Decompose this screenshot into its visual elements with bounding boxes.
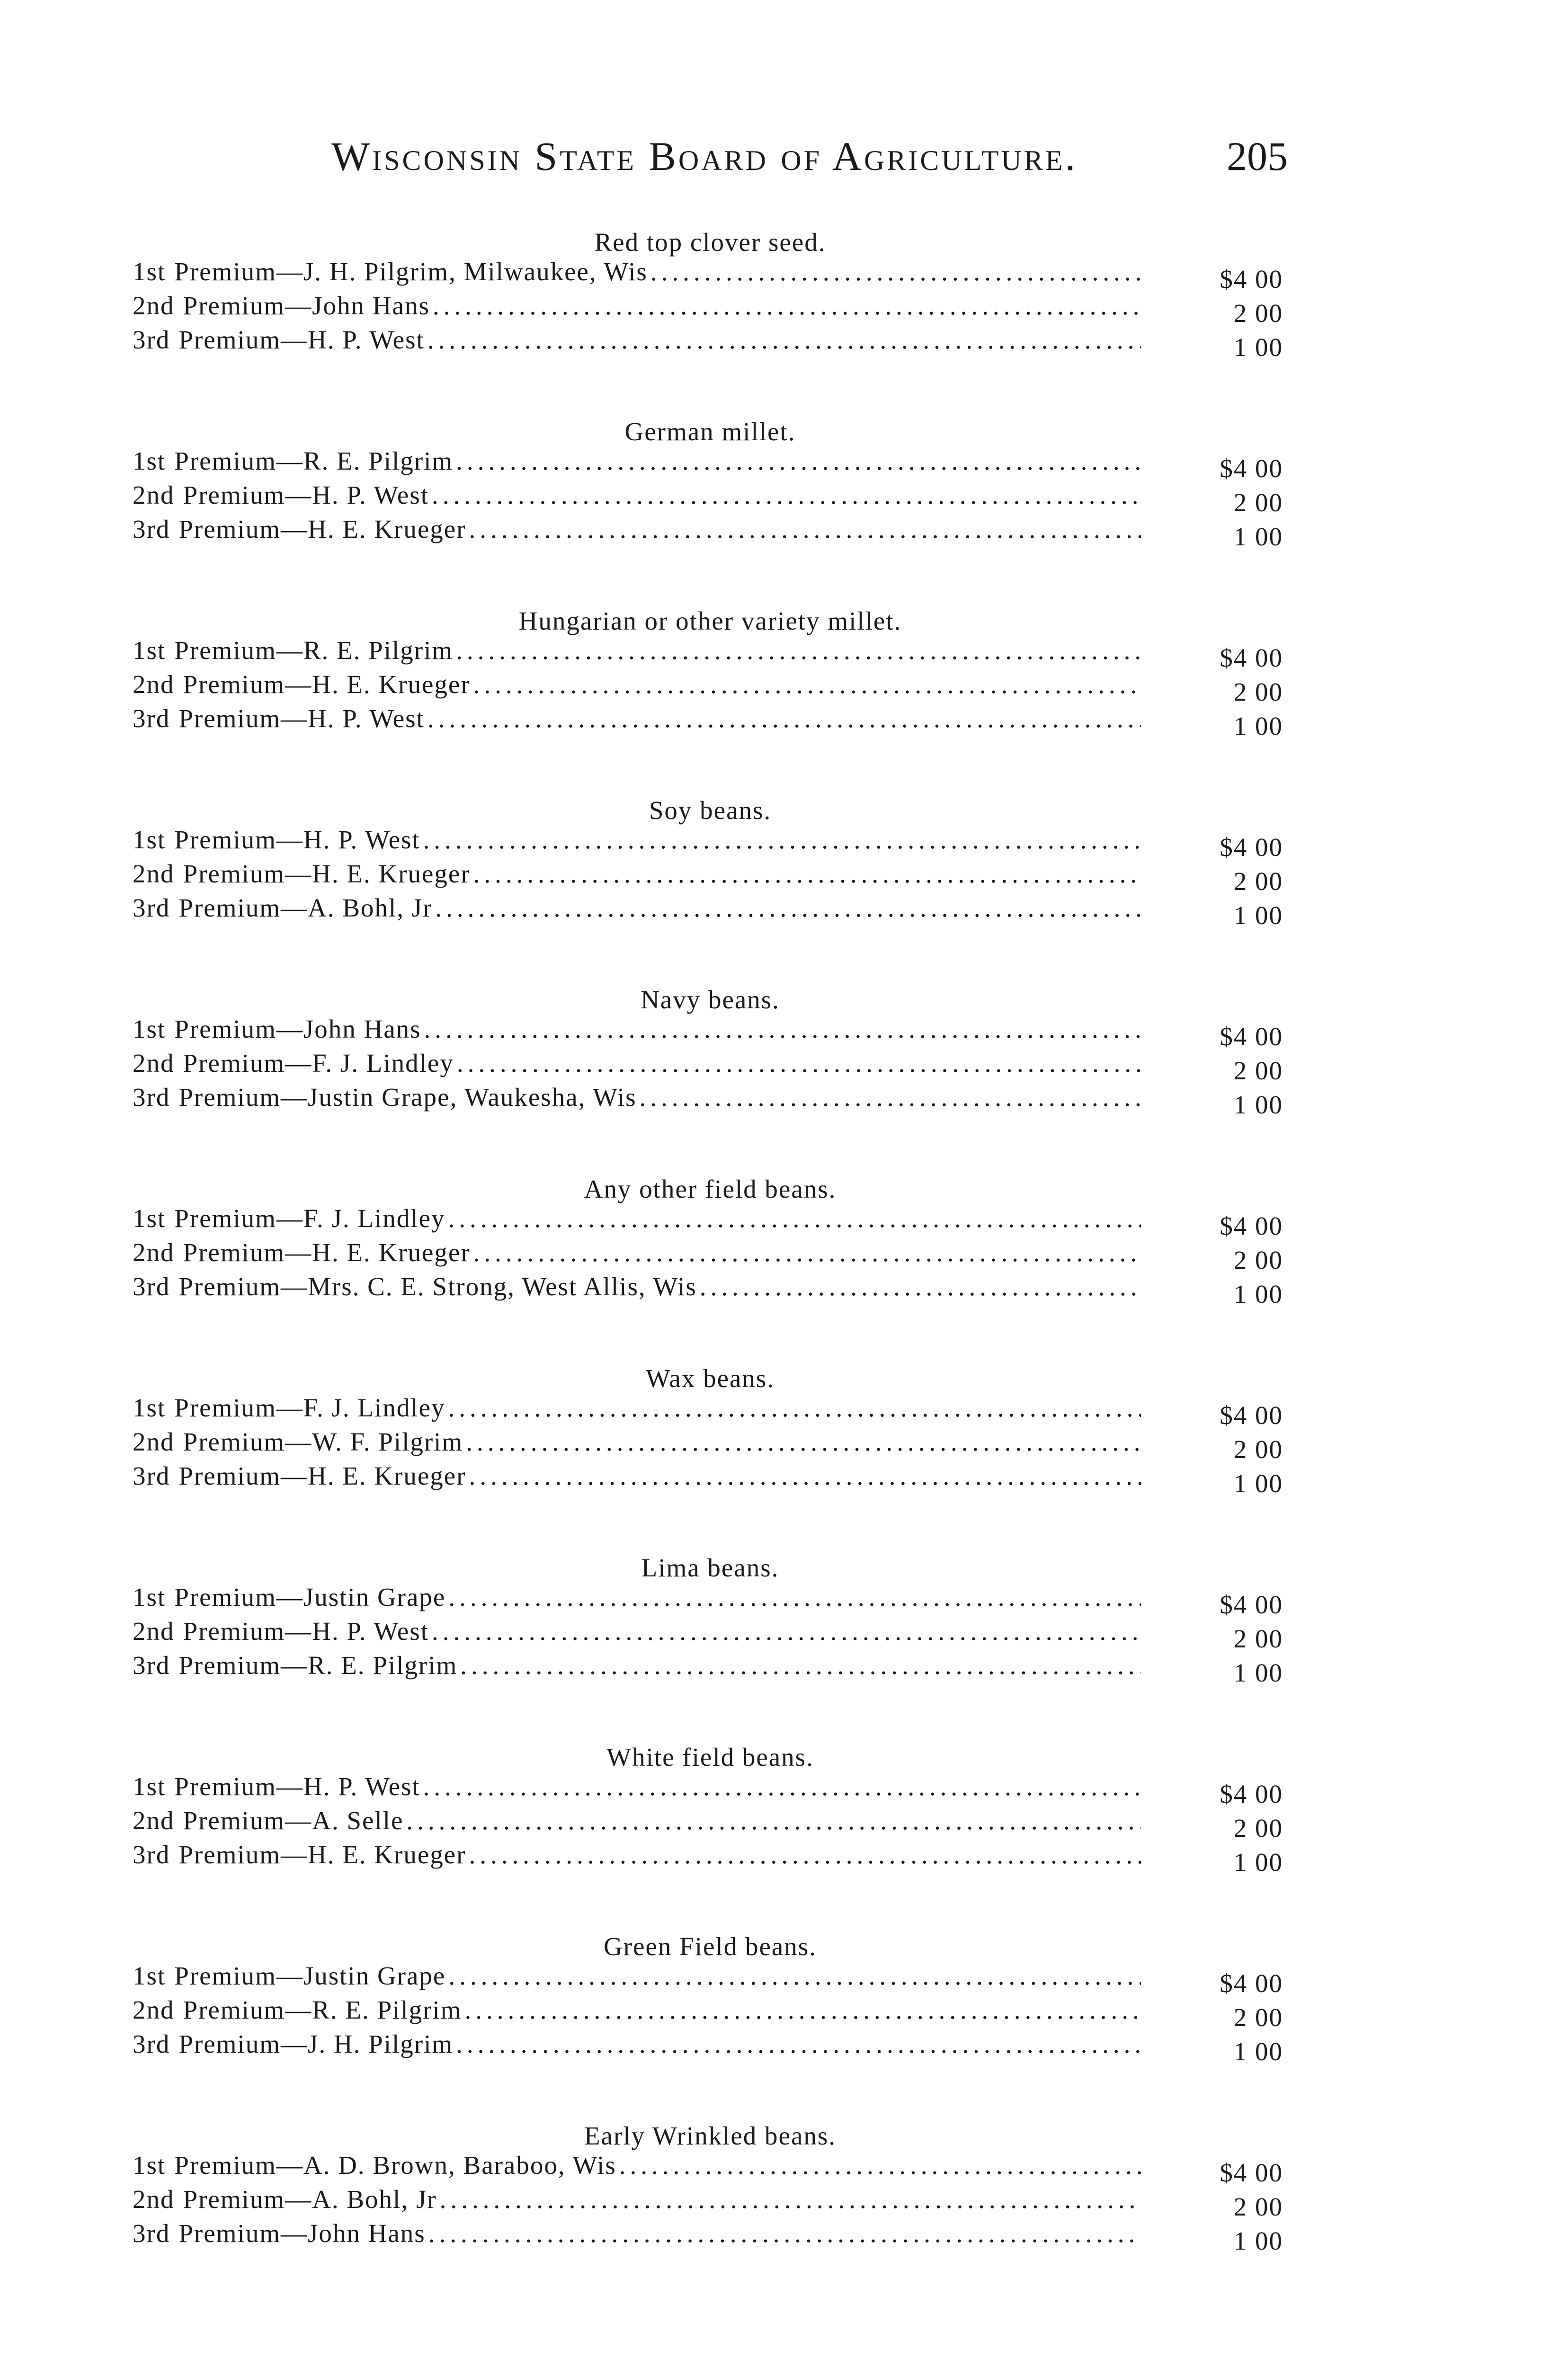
dot-leader: [464, 1995, 1141, 2025]
entry-awardee: Premium—F. J. Lindley: [183, 1049, 454, 1077]
prize-amount: $4 00: [1220, 2158, 1283, 2187]
dot-leader: [440, 2184, 1141, 2214]
entry-awardee: Premium—F. J. Lindley: [174, 1204, 445, 1233]
entry-line: [133, 325, 1141, 355]
prize-amount: 2 00: [1233, 867, 1283, 896]
premium-entry: [133, 1840, 1288, 1877]
entry-line: [133, 825, 1141, 854]
premium-entry: [133, 703, 1288, 738]
entry-line: [133, 1771, 1141, 1801]
dot-leader: [424, 1014, 1141, 1044]
entry-rank: 2nd: [133, 2185, 175, 2214]
section-title: Soy beans.: [649, 796, 772, 825]
entry-awardee: Premium—H. E. Krueger: [183, 1238, 471, 1267]
dot-leader: [435, 893, 1141, 923]
premium-section: [133, 1363, 1288, 1553]
premium-entry: [133, 859, 1288, 896]
entry-rank: 2nd: [133, 291, 175, 320]
prize-amount: 1 00: [1233, 333, 1283, 362]
prize-amount: $4 00: [1220, 265, 1283, 294]
entry-rank: 1st: [133, 1961, 166, 1990]
prize-amount: $4 00: [1220, 1022, 1283, 1051]
entry-awardee: Premium—Justin Grape: [174, 1583, 446, 1611]
premium-entry: [133, 2150, 1288, 2187]
entry-line: [133, 1806, 1141, 1835]
entry-awardee: Premium—Justin Grape: [174, 1961, 446, 1990]
dot-leader: [460, 1650, 1141, 1680]
premium-entry: [133, 1082, 1288, 1119]
entry-rank: 3rd: [133, 893, 170, 922]
prize-amount: 2 00: [1233, 677, 1283, 706]
dot-leader: [428, 2218, 1141, 2248]
premium-entry: [133, 2029, 1288, 2066]
section-title: White field beans.: [606, 1743, 814, 1771]
entry-awardee: Premium—H. E. Krueger: [178, 1840, 466, 1869]
premium-entry: [133, 257, 1288, 294]
entry-rank: 3rd: [133, 1272, 170, 1301]
dot-leader: [469, 1461, 1141, 1491]
dot-leader: [456, 2029, 1141, 2059]
entry-rank: 3rd: [133, 1651, 170, 1680]
dot-leader: [473, 1237, 1141, 1267]
premium-entry: [133, 1237, 1288, 1272]
section-title: Any other field beans.: [584, 1175, 837, 1203]
entry-rank: 2nd: [133, 859, 175, 888]
premium-entry: [133, 635, 1288, 672]
prize-amount: $4 00: [1220, 833, 1283, 862]
prize-amount: $4 00: [1220, 454, 1283, 483]
premium-section: [133, 1931, 1288, 2121]
dot-leader: [433, 291, 1141, 320]
entry-line: [133, 1616, 1141, 1646]
section-title: Wax beans.: [645, 1364, 775, 1393]
entry-rank: 2nd: [133, 1049, 175, 1077]
prize-amount: 1 00: [1233, 1090, 1283, 1119]
entry-rank: 3rd: [133, 1461, 170, 1490]
entry-line: [133, 2218, 1141, 2248]
entry-line: [133, 1237, 1141, 1267]
entry-awardee: Premium—H. P. West: [174, 1772, 420, 1801]
dot-leader: [448, 1961, 1141, 1991]
prize-amount: 2 00: [1233, 1246, 1283, 1274]
dot-leader: [700, 1272, 1141, 1301]
entry-rank: 3rd: [133, 2219, 170, 2248]
entry-awardee: Premium—R. E. Pilgrim: [183, 1995, 462, 2024]
entry-rank: 3rd: [133, 1083, 170, 1112]
premium-section: [133, 606, 1288, 795]
entry-line: [133, 2029, 1141, 2059]
entry-awardee: Premium—W. F. Pilgrim: [183, 1427, 463, 1456]
prize-amount: 2 00: [1233, 1435, 1283, 1464]
prize-amount: 2 00: [1233, 1056, 1283, 1085]
prize-amount: $4 00: [1220, 1401, 1283, 1430]
premium-section: [133, 2121, 1288, 2310]
entry-line: [133, 1427, 1141, 1457]
entry-rank: 1st: [133, 1393, 166, 1422]
entry-awardee: Premium—F. J. Lindley: [174, 1393, 445, 1422]
section-title: Lima beans.: [641, 1553, 779, 1582]
premium-entry: [133, 1427, 1288, 1464]
dot-leader: [428, 703, 1141, 733]
section-title: Hungarian or other variety millet.: [518, 606, 902, 635]
entry-rank: 2nd: [133, 1806, 175, 1835]
premium-entry: [133, 2218, 1288, 2255]
premium-entry: [133, 1995, 1288, 2032]
premium-entry: [133, 669, 1288, 706]
entry-line: [133, 1461, 1141, 1491]
entry-line: [133, 2150, 1141, 2180]
entry-rank: 2nd: [133, 1995, 175, 2024]
prize-amount: 1 00: [1233, 712, 1283, 740]
entry-line: [133, 1650, 1141, 1680]
prize-amount: 1 00: [1233, 522, 1283, 551]
dot-leader: [428, 325, 1141, 355]
premium-section: [133, 1742, 1288, 1931]
premium-entry: [133, 1393, 1288, 1430]
entry-rank: 1st: [133, 446, 166, 475]
entry-rank: 1st: [133, 636, 166, 665]
entry-line: [133, 1014, 1141, 1044]
dot-leader: [456, 635, 1141, 665]
entry-rank: 2nd: [133, 1238, 175, 1267]
prize-amount: 2 00: [1233, 1814, 1283, 1842]
dot-leader: [448, 1393, 1141, 1423]
entry-line: [133, 1393, 1141, 1423]
running-title: Wisconsin State Board of Agriculture.: [331, 133, 1078, 179]
premium-entry: [133, 446, 1288, 483]
prize-amount: 2 00: [1233, 1624, 1283, 1653]
prize-amount: 2 00: [1233, 2192, 1283, 2221]
dot-leader: [619, 2150, 1141, 2180]
entry-rank: 1st: [133, 1204, 166, 1233]
entry-rank: 1st: [133, 257, 166, 286]
entry-line: [133, 1582, 1141, 1612]
premium-entry: [133, 1961, 1288, 1998]
prize-amount: 2 00: [1233, 299, 1283, 328]
entry-awardee: Premium—A. Selle: [183, 1806, 404, 1835]
entry-awardee: Premium—H. P. West: [174, 825, 420, 854]
dot-leader: [640, 1082, 1141, 1112]
entry-awardee: Premium—Mrs. C. E. Strong, West Allis, Wis: [178, 1272, 697, 1301]
prize-amount: 2 00: [1233, 2003, 1283, 2032]
prize-amount: $4 00: [1220, 1780, 1283, 1808]
entry-rank: 1st: [133, 1772, 166, 1801]
prize-amount: 1 00: [1233, 2037, 1283, 2066]
section-title: German millet.: [624, 417, 796, 446]
dot-leader: [469, 514, 1141, 544]
entry-rank: 1st: [133, 2151, 166, 2180]
entry-rank: 3rd: [133, 325, 170, 354]
premium-entry: [133, 1806, 1288, 1840]
section-title: Navy beans.: [641, 985, 780, 1014]
entry-rank: 3rd: [133, 515, 170, 543]
entry-awardee: Premium—J. H. Pilgrim: [178, 2029, 454, 2058]
entry-rank: 3rd: [133, 704, 170, 733]
entry-rank: 2nd: [133, 1617, 175, 1646]
prize-amount: $4 00: [1220, 643, 1283, 672]
entry-awardee: Premium—H. E. Krueger: [178, 1461, 466, 1490]
prize-amount: 1 00: [1233, 1280, 1283, 1308]
premium-section: [133, 795, 1288, 985]
premium-entry: [133, 893, 1288, 930]
entry-awardee: Premium—R. E. Pilgrim: [178, 1651, 458, 1680]
entry-line: [133, 446, 1141, 476]
entry-line: [133, 893, 1141, 923]
premium-entry: [133, 2184, 1288, 2221]
entry-line: [133, 514, 1141, 544]
entry-awardee: Premium—H. P. West: [178, 325, 425, 354]
premium-entry: [133, 514, 1288, 551]
dot-leader: [473, 859, 1141, 889]
entry-rank: 2nd: [133, 670, 175, 699]
premium-entry: [133, 1650, 1288, 1687]
entry-awardee: Premium—H. E. Krueger: [183, 859, 471, 888]
dot-leader: [448, 1203, 1141, 1233]
entry-line: [133, 703, 1141, 733]
entry-awardee: Premium—H. E. Krueger: [183, 670, 471, 699]
entry-line: [133, 1840, 1141, 1869]
entry-rank: 3rd: [133, 2029, 170, 2058]
entry-line: [133, 1082, 1141, 1112]
premium-entry: [133, 1582, 1288, 1619]
entry-line: [133, 1048, 1141, 1078]
premium-section: [133, 985, 1288, 1174]
premium-section: [133, 1174, 1288, 1363]
entry-rank: 1st: [133, 825, 166, 854]
premium-list: [133, 227, 1288, 2310]
entry-rank: 1st: [133, 1014, 166, 1043]
premium-entry: [133, 1461, 1288, 1498]
page-number: 205: [1227, 133, 1288, 179]
dot-leader: [432, 480, 1141, 510]
dot-leader: [650, 257, 1141, 286]
entry-awardee: Premium—Justin Grape, Waukesha, Wis: [178, 1083, 637, 1112]
dot-leader: [473, 669, 1141, 699]
prize-amount: $4 00: [1220, 1969, 1283, 1998]
entry-awardee: Premium—John Hans: [174, 1014, 421, 1043]
entry-awardee: Premium—A. Bohl, Jr: [178, 893, 433, 922]
entry-line: [133, 1272, 1141, 1301]
prize-amount: 1 00: [1233, 1469, 1283, 1498]
prize-amount: $4 00: [1220, 1590, 1283, 1619]
dot-leader: [423, 825, 1141, 854]
premium-section: [133, 417, 1288, 606]
premium-section: [133, 1553, 1288, 1742]
premium-entry: [133, 325, 1288, 362]
premium-entry: [133, 1014, 1288, 1051]
entry-line: [133, 1995, 1141, 2025]
premium-entry: [133, 1771, 1288, 1806]
premium-entry: [133, 291, 1288, 328]
prize-amount: 1 00: [1233, 1658, 1283, 1687]
entry-awardee: Premium—R. E. Pilgrim: [174, 446, 454, 475]
dot-leader: [469, 1840, 1141, 1869]
entry-awardee: Premium—John Hans: [178, 2219, 426, 2248]
section-title: Green Field beans.: [604, 1932, 817, 1961]
entry-line: [133, 635, 1141, 665]
entry-awardee: Premium—J. H. Pilgrim, Milwaukee, Wis: [174, 257, 648, 286]
entry-awardee: Premium—R. E. Pilgrim: [174, 636, 454, 665]
section-title: Early Wrinkled beans.: [584, 2121, 837, 2150]
premium-entry: [133, 1203, 1288, 1240]
dot-leader: [423, 1771, 1141, 1801]
section-title: Red top clover seed.: [594, 228, 826, 257]
entry-awardee: Premium—John Hans: [183, 291, 430, 320]
prize-amount: 1 00: [1233, 901, 1283, 930]
dot-leader: [406, 1806, 1141, 1835]
dot-leader: [432, 1616, 1141, 1646]
prize-amount: 1 00: [1233, 1848, 1283, 1877]
entry-awardee: Premium—A. D. Brown, Baraboo, Wis: [174, 2151, 616, 2180]
entry-rank: 2nd: [133, 481, 175, 509]
dot-leader: [448, 1582, 1141, 1612]
entry-awardee: Premium—H. P. West: [183, 481, 429, 509]
premium-entry: [133, 1616, 1288, 1653]
entry-line: [133, 291, 1141, 320]
entry-rank: 1st: [133, 1583, 166, 1611]
premium-entry: [133, 825, 1288, 862]
entry-line: [133, 669, 1141, 699]
premium-entry: [133, 480, 1288, 517]
dot-leader: [457, 1048, 1141, 1078]
premium-entry: [133, 1272, 1288, 1306]
premium-section: [133, 227, 1288, 417]
entry-line: [133, 859, 1141, 889]
entry-rank: 2nd: [133, 1427, 175, 1456]
prize-amount: 1 00: [1233, 2226, 1283, 2255]
entry-line: [133, 480, 1141, 510]
premium-entry: [133, 1048, 1288, 1085]
page-header: [331, 133, 1288, 199]
dot-leader: [456, 446, 1141, 476]
prize-amount: 2 00: [1233, 488, 1283, 517]
entry-line: [133, 2184, 1141, 2214]
entry-rank: 3rd: [133, 1840, 170, 1869]
entry-awardee: Premium—H. P. West: [183, 1617, 429, 1646]
entry-line: [133, 1961, 1141, 1991]
entry-awardee: Premium—A. Bohl, Jr: [183, 2185, 437, 2214]
entry-line: [133, 257, 1141, 286]
dot-leader: [466, 1427, 1141, 1457]
entry-awardee: Premium—H. E. Krueger: [178, 515, 466, 543]
entry-awardee: Premium—H. P. West: [178, 704, 425, 733]
entry-line: [133, 1203, 1141, 1233]
prize-amount: $4 00: [1220, 1211, 1283, 1240]
